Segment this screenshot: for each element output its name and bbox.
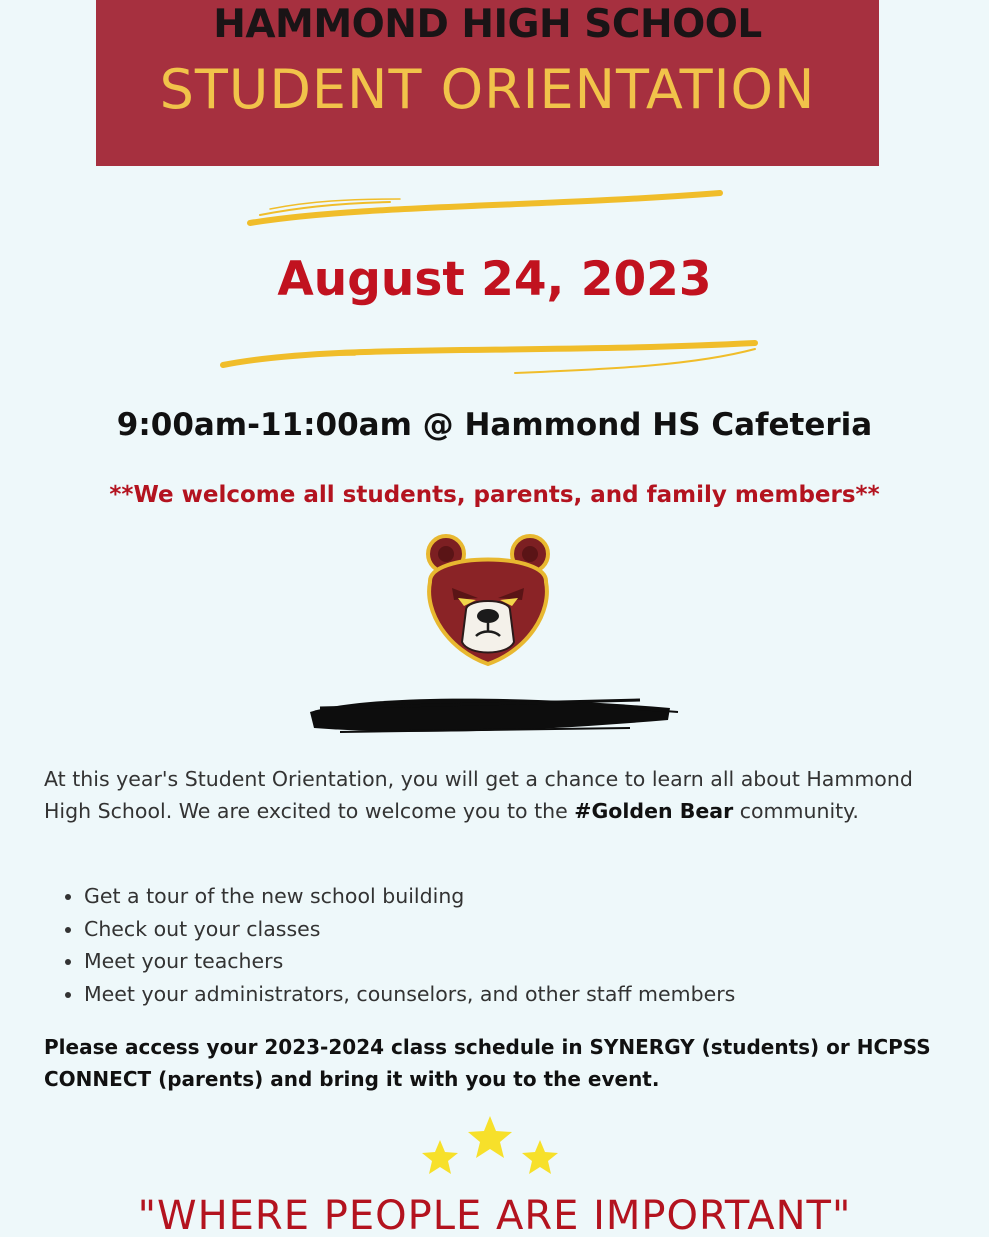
list-item: • Get a tour of the new school building [84, 880, 735, 913]
list-item: • Meet your teachers [84, 945, 735, 978]
activities-list [44, 880, 735, 1010]
golden-bear-hashtag: #Golden Bear [574, 799, 734, 823]
star-icon [468, 1116, 512, 1158]
star-icon [522, 1140, 558, 1174]
event-title: STUDENT ORIENTATION [159, 58, 816, 121]
intro-text-end: community. [733, 799, 859, 823]
intro-text: At this year's Student Orientation, you will get a chance to learn all about Hammond High School. We are excited to welcome you to the [44, 767, 913, 823]
bottom-swoosh-decoration [215, 335, 765, 385]
event-date: August 24, 2023 [277, 252, 712, 307]
event-time-location: 9:00am-11:00am @ Hammond HS Cafeteria [116, 407, 873, 443]
list-item: • Meet your administrators, counselors, and other staff members [84, 978, 735, 1011]
golden-bear-logo-icon [418, 532, 558, 672]
school-name: HAMMOND HIGH SCHOOL [213, 2, 762, 47]
header-banner [96, 0, 879, 166]
welcome-message: **We welcome all students, parents, and family members** [109, 482, 880, 508]
star-icon [422, 1140, 458, 1174]
list-item: • Check out your classes [84, 913, 735, 946]
top-swoosh-decoration [240, 185, 740, 235]
stars-decoration [410, 1112, 570, 1177]
intro-paragraph [44, 763, 924, 827]
schedule-instructions: Please access your 2023-2024 class schedule in SYNERGY (students) or HCPSS CONNECT (parents) and bring it with you to the event. [44, 1035, 931, 1091]
school-motto: "WHERE PEOPLE ARE IMPORTANT" [137, 1193, 852, 1237]
redaction-mark [300, 690, 680, 740]
